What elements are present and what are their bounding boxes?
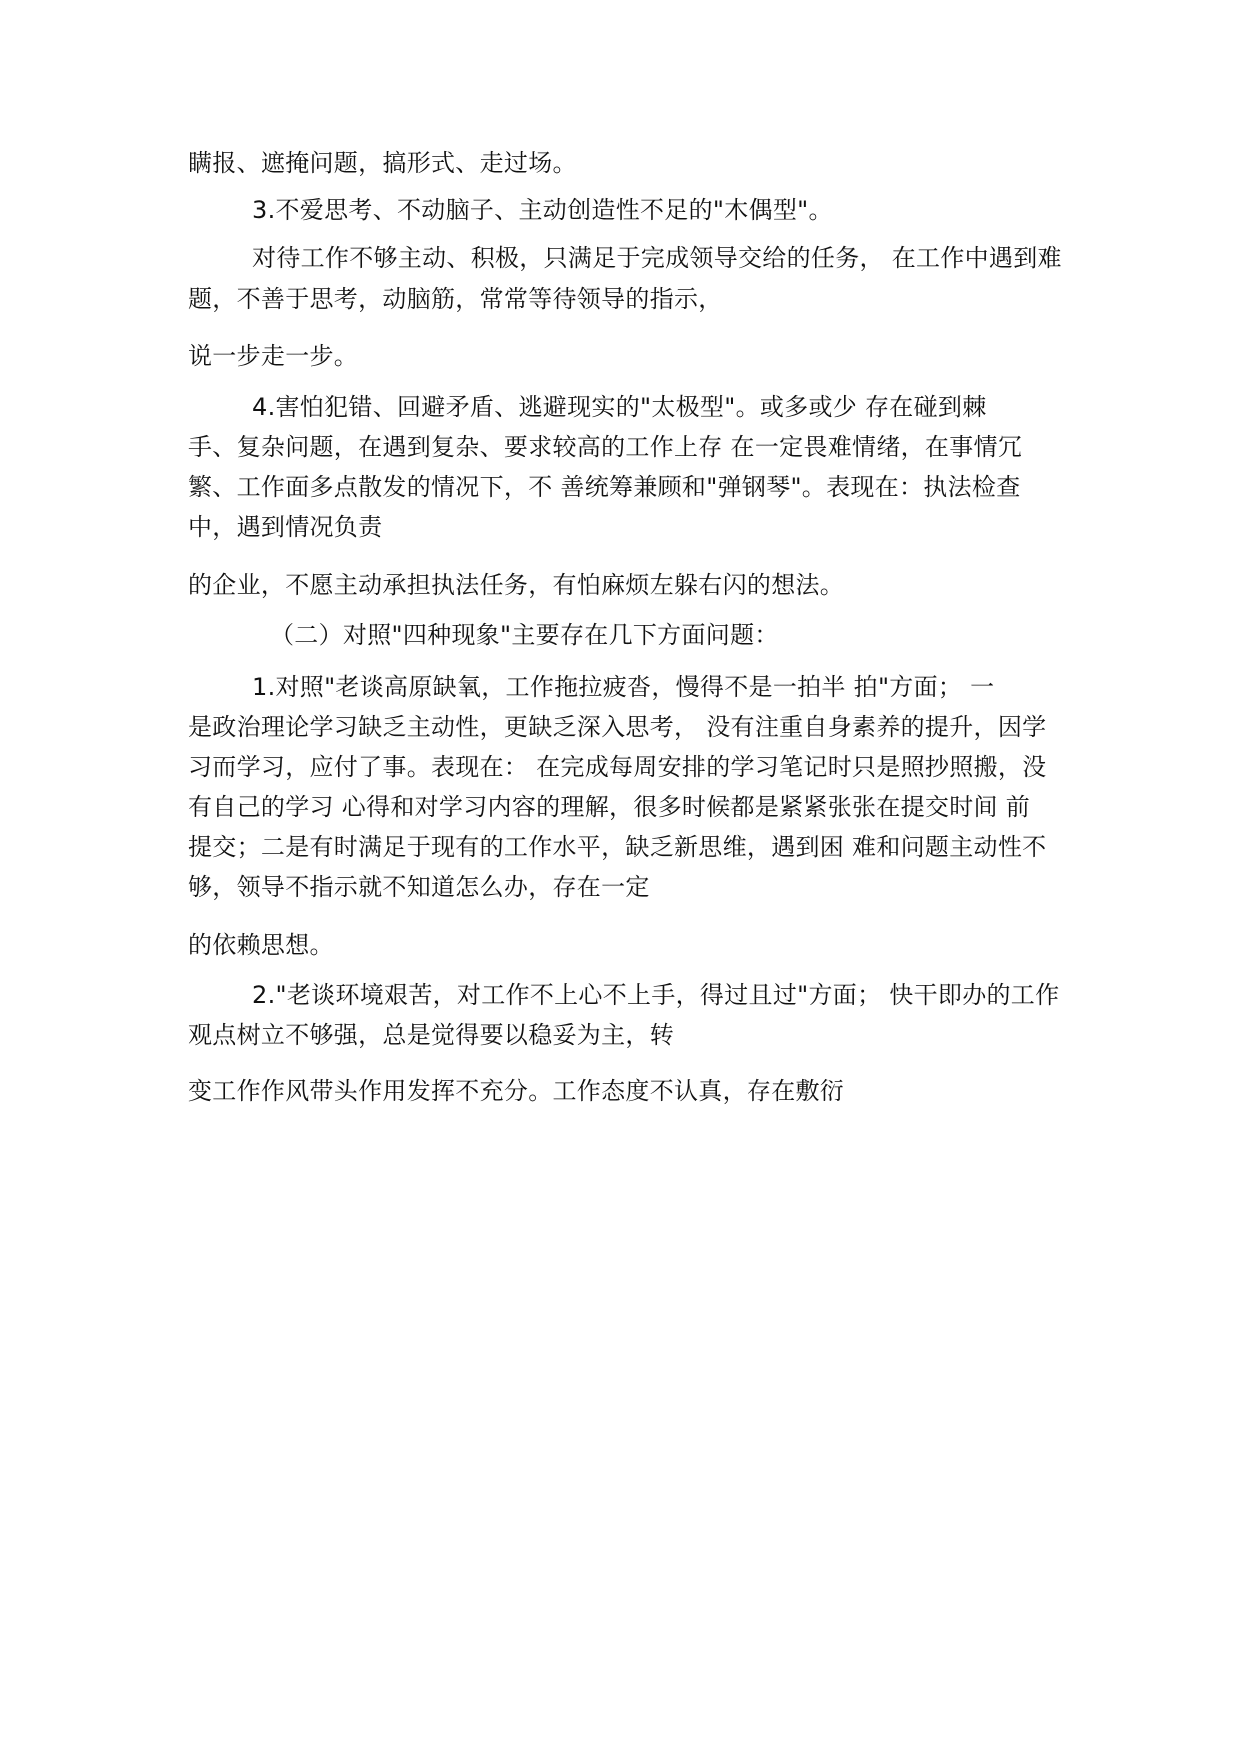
paragraph-8-line-1: 1.对照"老谈高原缺氧，工作拖拉疲沓，慢得不是一拍半 拍"方面； 一 [252,673,995,701]
paragraph-8-line-3: 习而学习，应付了事。表现在： 在完成每周安排的学习笔记时只是照抄照搬，没 [188,753,1047,781]
paragraph-10-line-1: 2."老谈环境艰苦，对工作不上心不上手，得过且过"方面； 快干即办的工作 [252,981,1060,1009]
paragraph-5-line-2: 手、复杂问题，在遇到复杂、要求较高的工作上存 在一定畏难情绪，在事情冗 [188,433,1023,461]
paragraph-5-line-1: 4.害怕犯错、回避矛盾、逃避现实的"太极型"。或多或少 存在碰到棘 [252,393,987,421]
paragraph-5-line-3: 繁、工作面多点散发的情况下，不 善统筹兼顾和"弹钢琴"。表现在：执法检查 [188,473,1021,501]
paragraph-8-line-2: 是政治理论学习缺乏主动性，更缺乏深入思考， 没有注重自身素养的提升，因学 [188,713,1047,741]
paragraph-3-line-2: 题，不善于思考，动脑筋，常常等待领导的指示， [188,285,723,313]
paragraph-8-line-6: 够，领导不指示就不知道怎么办，存在一定 [188,873,650,901]
paragraph-8-line-5: 提交；二是有时满足于现有的工作水平，缺乏新思维，遇到困 难和问题主动性不 [188,833,1047,861]
paragraph-7-line-1: （二）对照"四种现象"主要存在几下方面问题： [270,621,779,649]
paragraph-3-line-1: 对待工作不够主动、积极，只满足于完成领导交给的任务， 在工作中遇到难 [252,244,1062,272]
paragraph-8-line-4: 有自己的学习 心得和对学习内容的理解，很多时候都是紧紧张张在提交时间 前 [188,793,1031,821]
paragraph-9-line-1: 的依赖思想。 [188,931,334,959]
paragraph-5-line-4: 中，遇到情况负责 [188,513,383,541]
paragraph-1-line-1: 瞒报、遮掩问题，搞形式、走过场。 [188,149,577,177]
paragraph-6-line-1: 的企业，不愿主动承担执法任务，有怕麻烦左躲右闪的想法。 [188,571,845,599]
paragraph-11-line-1: 变工作作风带头作用发挥不充分。工作态度不认真，存在敷衍 [188,1077,845,1105]
paragraph-2-line-1: 3.不爱思考、不动脑子、主动创造性不足的"木偶型"。 [252,196,833,224]
paragraph-4-line-1: 说一步走一步。 [188,342,359,370]
paragraph-10-line-2: 观点树立不够强，总是觉得要以稳妥为主，转 [188,1021,674,1049]
